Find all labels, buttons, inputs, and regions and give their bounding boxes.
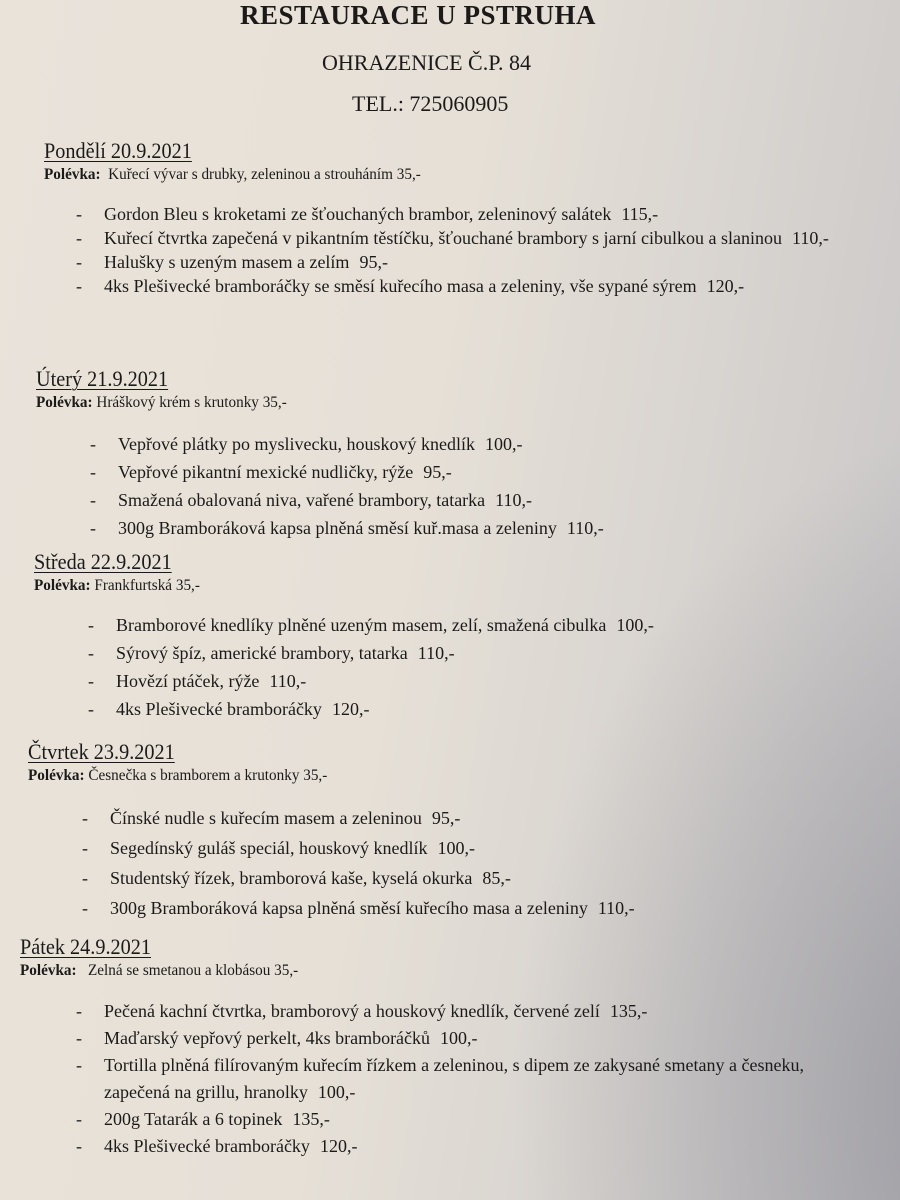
dish-name: Halušky s uzeným masem a zelím	[104, 252, 350, 272]
soup-label: Polévka:	[28, 767, 85, 784]
dish-item	[88, 667, 864, 695]
dish-list	[88, 611, 864, 723]
dish-item	[82, 893, 868, 923]
dish-name: 300g Bramboráková kapsa plněná směsí kuřecího masa a zeleniny	[110, 898, 588, 918]
dish-list	[76, 202, 894, 298]
restaurant-address: OHRAZENICE Č.P. 84	[322, 50, 532, 75]
dash-bullet: -	[90, 490, 96, 510]
dash-bullet: -	[90, 462, 96, 482]
soup-text: Kuřecí vývar s drubky, zeleninou a strouháním 35,-	[108, 166, 421, 183]
dish-item	[82, 803, 868, 833]
dish-item	[82, 863, 868, 893]
dish-item	[76, 250, 894, 274]
dash-bullet: -	[88, 699, 94, 719]
dash-bullet: -	[76, 1028, 82, 1048]
day-title: Pátek 24.9.2021	[20, 934, 151, 959]
day-wednesday	[34, 549, 864, 723]
dash-bullet: -	[82, 868, 88, 888]
dish-item	[76, 1106, 824, 1133]
dish-item	[76, 1025, 824, 1052]
soup-text: Česnečka s bramborem a krutonky 35,-	[88, 767, 328, 784]
dish-name: Sýrový špíz, americké brambory, tatarka	[116, 643, 408, 663]
soup-label: Polévka:	[20, 962, 77, 979]
dash-bullet: -	[90, 518, 96, 538]
dish-price: 110,-	[269, 671, 307, 691]
dish-item	[88, 695, 864, 723]
soup-text: Zelná se smetanou a klobásou 35,-	[87, 962, 299, 979]
restaurant-title: RESTAURACE U PSTRUHA	[240, 0, 597, 30]
dish-name: 4ks Plešivecké bramboráčky se směsí kuřecího masa a zeleniny, vše sypané sýrem	[104, 276, 697, 296]
dash-bullet: -	[76, 252, 82, 272]
dish-name: Segedínský guláš speciál, houskový knedlík	[110, 838, 428, 858]
dish-list	[82, 803, 868, 923]
dash-bullet: -	[76, 228, 82, 248]
dish-price: 95,-	[423, 462, 452, 482]
restaurant-phone: TEL.: 725060905	[352, 91, 509, 116]
dish-price: 135,-	[292, 1109, 330, 1129]
soup-line	[36, 394, 825, 412]
dish-price: 110,-	[791, 228, 829, 248]
dash-bullet: -	[88, 643, 94, 663]
dish-name: Studentský řízek, bramborová kaše, kyselá okurka	[110, 868, 473, 888]
soup-line	[34, 577, 823, 595]
day-title: Čtvrtek 23.9.2021	[28, 739, 175, 764]
dish-name: Čínské nudle s kuřecím masem a zeleninou	[110, 808, 422, 828]
dish-name: Kuřecí čtvrtka zapečená v pikantním těstíčku, šťouchané brambory s jarní cibulkou a slaninou	[104, 228, 782, 248]
dish-name: 4ks Plešivecké bramboráčky	[116, 699, 322, 719]
dish-price: 100,-	[317, 1082, 356, 1102]
dish-price: 110,-	[495, 490, 532, 510]
soup-text: Frankfurtská 35,-	[94, 577, 200, 594]
dish-name: Bramborové knedlíky plněné uzeným masem, zelí, smažená cibulka	[116, 615, 607, 635]
dish-price: 95,-	[431, 808, 461, 828]
dash-bullet: -	[76, 1109, 82, 1129]
dish-item	[76, 1133, 824, 1160]
dish-name: Pečená kachní čtvrtka, bramborový a houskový knedlík, červené zelí	[104, 1001, 600, 1021]
soup-line	[44, 166, 823, 184]
dish-item	[82, 833, 868, 863]
dish-item	[88, 611, 864, 639]
dash-bullet: -	[76, 204, 82, 224]
dish-item	[90, 514, 866, 542]
dash-bullet: -	[76, 1136, 82, 1156]
day-tuesday	[36, 366, 866, 542]
dish-list	[90, 430, 866, 542]
dish-item	[88, 639, 864, 667]
dish-price: 110,-	[417, 643, 455, 663]
dish-item	[76, 226, 894, 250]
dish-price: 115,-	[621, 204, 659, 224]
soup-line	[28, 767, 826, 785]
soup-label: Polévka:	[44, 166, 101, 183]
dish-name: Vepřové pikantní mexické nudličky, rýže	[118, 462, 414, 482]
dish-item	[76, 274, 894, 298]
day-monday	[44, 138, 864, 298]
dish-price: 100,-	[440, 1028, 478, 1048]
dish-name: 4ks Plešivecké bramboráčky	[104, 1136, 310, 1156]
dish-item	[90, 486, 866, 514]
dish-name: 200g Tatarák a 6 topinek	[104, 1109, 283, 1129]
dash-bullet: -	[76, 1055, 82, 1075]
dish-name: Hovězí ptáček, rýže	[116, 671, 260, 691]
dish-item	[76, 202, 894, 226]
soup-label: Polévka:	[34, 577, 91, 594]
dish-name: Vepřové plátky po myslivecku, houskový knedlík	[118, 434, 475, 454]
dish-price: 120,-	[706, 276, 745, 296]
dish-price: 100,-	[484, 434, 523, 454]
day-thursday	[28, 739, 868, 923]
dish-name: Smažená obalovaná niva, vařené brambory, tatarka	[118, 490, 486, 510]
dash-bullet: -	[76, 276, 82, 296]
dish-item	[76, 998, 824, 1025]
dish-price: 110,-	[597, 898, 635, 918]
dash-bullet: -	[76, 1001, 82, 1021]
dish-name: Tortilla plněná filírovaným kuřecím řízkem a zeleninou, s dipem ze zakysané smetany a česneku, zapečená na grillu, hranolky	[104, 1055, 804, 1102]
dish-price: 85,-	[482, 868, 511, 888]
dish-name: 300g Bramboráková kapsa plněná směsí kuř.masa a zeleniny	[118, 518, 557, 538]
day-title: Středa 22.9.2021	[34, 549, 172, 574]
dash-bullet: -	[82, 898, 88, 918]
day-title: Úterý 21.9.2021	[36, 366, 169, 391]
dish-price: 110,-	[566, 518, 604, 538]
dish-name: Gordon Bleu s kroketami ze šťouchaných brambor, zeleninový salátek	[104, 204, 612, 224]
dish-price: 95,-	[359, 252, 388, 272]
dash-bullet: -	[88, 615, 94, 635]
dash-bullet: -	[88, 671, 94, 691]
dish-price: 120,-	[331, 699, 370, 719]
dish-price: 135,-	[609, 1001, 648, 1021]
dash-bullet: -	[82, 838, 88, 858]
dash-bullet: -	[90, 434, 96, 454]
soup-line	[20, 962, 837, 980]
dish-price: 120,-	[319, 1136, 358, 1156]
dish-item	[90, 458, 866, 486]
day-title: Pondělí 20.9.2021	[44, 138, 192, 163]
soup-label: Polévka:	[36, 394, 93, 411]
day-friday	[20, 934, 880, 1160]
dish-name: Maďarský vepřový perkelt, 4ks bramboráčků	[104, 1028, 431, 1048]
dish-list	[76, 998, 824, 1160]
dish-price: 100,-	[437, 838, 475, 858]
dish-price: 100,-	[616, 615, 654, 635]
dish-item	[90, 430, 866, 458]
dish-item	[76, 1052, 824, 1106]
soup-text: Hráškový krém s krutonky 35,-	[96, 394, 287, 411]
dash-bullet: -	[82, 808, 88, 828]
